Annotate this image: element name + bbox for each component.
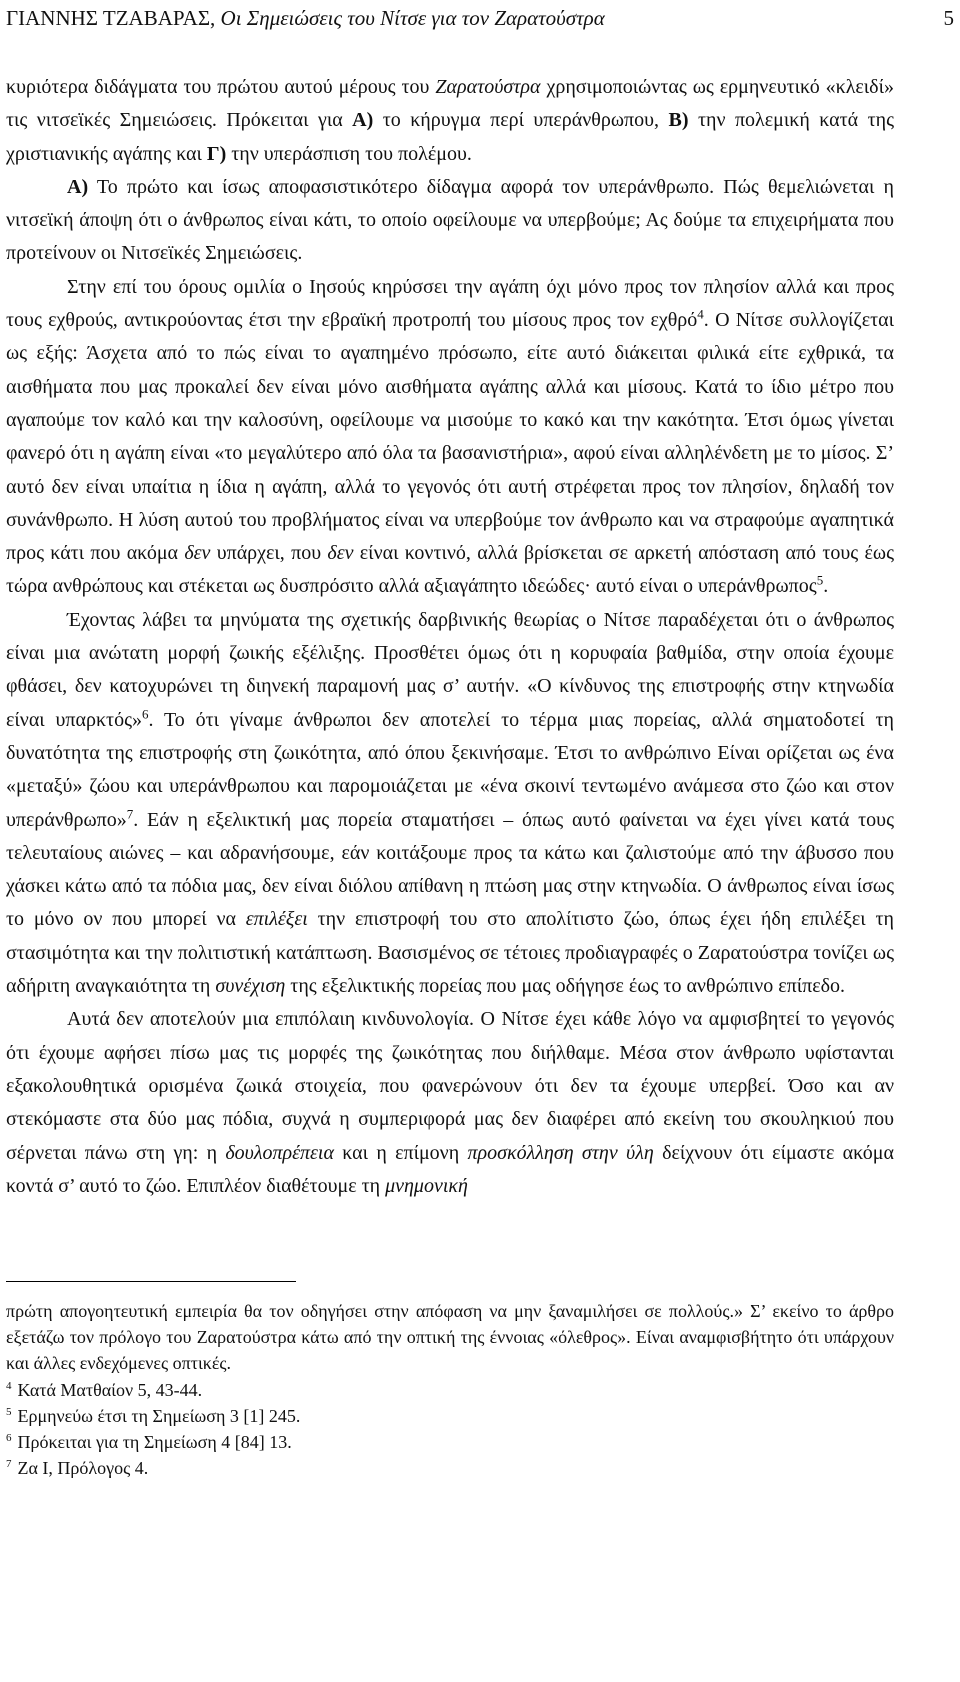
footnote-6: $^6$ Πρόκειται για τη Σημείωση 4 [84] 13. (6, 1432, 292, 1453)
paragraph-1: κυριότερα διδάγματα του πρώτου αυτού μέρους του Ζαρατούστρα χρησιμοποιώντας ως ερμηνευτικό «κλειδί» τις νιτσεϊκές Σημειώσεις. Πρόκειται για Α) το κήρυγμα περί υπεράνθρωπου, Β) την πολεμική κατά της χριστιανικής αγάπης και Γ) την υπεράσπιση του πολέμου. (6, 76, 894, 165)
header-author: ΓΙΑΝΝΗΣ ΤΖΑΒΑΡΑΣ, (6, 6, 216, 30)
footnote-4: $^4$ Κατά Ματθαίον 5, 43-44. (6, 1379, 203, 1400)
footnote-ref-6[interactable]: 6 (142, 705, 149, 721)
paragraph-2: Α) Το πρώτο και ίσως αποφασιστικότερο δίδαγμα αφορά τον υπεράνθρωπο. Πώς θεμελιώνεται η νιτσεϊκή άποψη ότι ο άνθρωπος είναι κάτι, το οποίο οφείλουμε να υπερβούμε; Ας δούμε τα επιχειρήματα που προτείνουν οι Νιτσεϊκές Σημειώσεις. (6, 175, 894, 265)
footnote-7: $^7$ Ζα Ι, Πρόλογος 4. (6, 1458, 149, 1479)
footnote-ref-5[interactable]: 5 (816, 572, 824, 588)
footnote-ref-7[interactable]: 7 (126, 805, 134, 821)
footnote-separator (6, 1281, 296, 1282)
paragraph-3: Στην επί του όρους ομιλία ο Ιησούς κηρύσσει την αγάπη όχι μόνο προς τον πλησίον αλλά και προς τους εχθρούς, αντικρούοντας έτσι την εβραϊκή προτροπή του μίσους προς τον εχθρό$^4$. Ο Νίτσε συλλογίζεται ως εξής: Άσχετα από το πώς είναι το αγαπημένο πρόσωπο, είτε αυτό διάκειται φιλικά είτε εχθρικά, τα αισθήματα που μας προκαλεί δεν είναι μόνο αισθήματα αγάπης αλλά και μίσους. Κατά το ίδιο μέτρο που αγαπούμε τον καλό και την καλοσύνη, οφείλουμε να μισούμε το κακό και την κακότητα. Έτσι όμως γίνεται φανερό ότι η αγάπη είναι «το μεγαλύτερο από όλα τα βασανιστήρια», αφού είναι αλληλένδετη με το μίσος. Σ’ αυτό δεν είναι υπαίτια η ίδια η αγάπη, αλλά το γεγονός ότι αυτή στρέφεται προς τον πλησίον, δηλαδή τον συνάνθρωπο. Η λύση αυτού του προβλήματος είναι να υπερβούμε τον άνθρωπο και να στραφούμε αγαπητικά προς κάτι που ακόμα δεν υπάρχει, που δεν είναι κοντινό, αλλά βρίσκεται σε αρκετή απόσταση από τους έως τώρα ανθρώπους και στέκεται ως δυσπρόσιτο αλλά αξιαγάπητο ιδεώδες· αυτό είναι ο υπεράνθρωπος$^5$. (6, 275, 894, 598)
main-text (6, 71, 894, 1203)
page-number: 5 (943, 6, 954, 30)
header-article-title: Οι Σημειώσεις του Νίτσε για τον Ζαρατούστρα (220, 6, 605, 30)
footnote-5: $^5$ Ερμηνεύω έτσι τη Σημείωση 3 [1] 245. (6, 1405, 301, 1426)
paragraph-4: Έχοντας λάβει τα μηνύματα της σχετικής δαρβινικής θεωρίας ο Νίτσε παραδέχεται ότι ο άνθρωπος είναι μια ανώτατη μορφή ζωικής εξέλιξης. Προσθέτει όμως ότι η κορυφαία βαθμίδα, στην οποία έχουμε φθάσει, δεν κατοχυρώνει τη διηνεκή παραμονή μας σ’ αυτήν. «Ο κίνδυνος της επιστροφής στην κτηνωδία είναι υπαρκτός»$^6$. Το ότι γίναμε άνθρωποι δεν αποτελεί το τέρμα μιας πορείας, αλλά σηματοδοτεί τη δυνατότητα της επιστροφής στη ζωικότητα, από όπου ξεκινήσαμε. Έτσι το ανθρώπινο Είναι ορίζεται ως ένα «μεταξύ» ζώου και υπεράνθρωπου και παρομοιάζεται με «ένα σκοινί τεντωμένο ανάμεσα στο ζώο και στον υπεράνθρωπο»$^7$. Εάν η εξελικτική μας πορεία σταματήσει – όπως αυτό φαίνεται να έχει γίνει κατά τους τελευταίους αιώνες – και αδρανήσουμε, εάν κοιτάξουμε προς τα κάτω και ζαλιστούμε από την άβυσσο που χάσκει κάτω από τα πόδια μας, δεν είναι διόλου απίθανη η πτώση μας στην κτηνωδία. Ο άνθρωπος είναι ίσως το μόνο ον που μπορεί να επιλέξει την επιστροφή του στο απολίτιστο ζώο, όπως έχει ήδη επιλέξει τη στασιμότητα και την πολιτιστική κατάπτωση. Βασισμένος σε τέτοιες προδιαγραφές ο Ζαρατούστρα τονίζει ως αδήριτη αναγκαιότητα τη συνέχιση της εξελικτικής πορείας που μας οδήγησε έως το ανθρώπινο επίπεδο. (6, 608, 894, 998)
footnotes (6, 1298, 894, 1481)
running-header (6, 4, 954, 32)
paragraph-5: Αυτά δεν αποτελούν μια επιπόλαιη κινδυνολογία. Ο Νίτσε έχει κάθε λόγο να αμφισβητεί το γεγονός ότι έχουμε αφήσει πίσω μας τις μορφές της ζωικότητας που διήλθαμε. Μέσα στον άνθρωπο υφίστανται εξακολουθητικά ορισμένα ζωικά στοιχεία, που φανερώνουν ότι δεν τα έχουμε υπερβεί. Όσο και αν στεκόμαστε στα δύο μας πόδια, συχνά η συμπεριφορά μας δεν διαφέρει από εκείνη του σκουληκιού που σέρνεται πάνω στη γη: η δουλοπρέπεια και η επίμονη προσκόλληση στην ύλη δείχνουν ότι είμαστε ακόμα κοντά σ’ αυτό το ζώο. Επιπλέον διαθέτουμε τη μνημονική (6, 1008, 894, 1197)
footnote-continuation: πρώτη απογοητευτική εμπειρία θα τον οδηγήσει στην απόφαση να μην ξαναμιλήσει σε πολλούς.» Σ’ εκείνο το άρθρο εξετάζω τον πρόλογο του Ζαρατούστρα κάτω από την οπτική της έννοιας «όλεθρος». Είναι αναμφισβήτητο ότι υπάρχουν και άλλες ενδεχόμενες οπτικές. (6, 1301, 894, 1374)
footnote-ref-4[interactable]: 4 (697, 306, 704, 322)
